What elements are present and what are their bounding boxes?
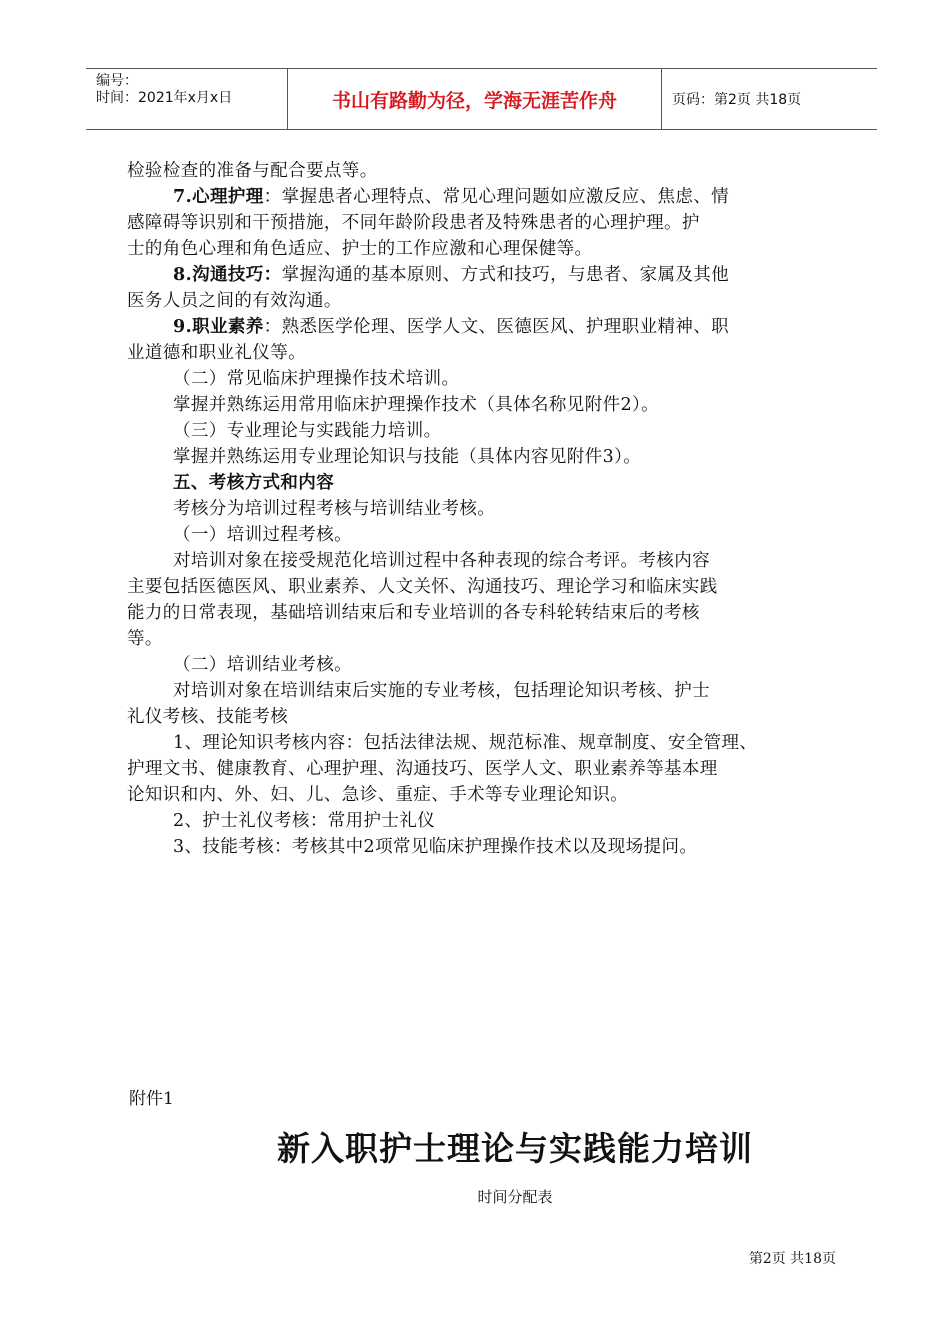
header-page-number: 页码：第2页 共18页 — [672, 92, 802, 108]
item-text: ：掌握患者心理特点、常见心理问题如应激反应、焦虑、情 — [263, 187, 730, 207]
text-line: （一）培训过程考核。 — [173, 525, 352, 545]
document-body — [127, 158, 847, 860]
attachment-label: 附件1 — [129, 1089, 174, 1109]
text-line: 2、护士礼仪考核：常用护士礼仪 — [173, 811, 436, 831]
text-line: 对培训对象在接受规范化培训过程中各种表现的综合考评。考核内容 — [173, 551, 710, 571]
text-line: （二）常见临床护理操作技术培训。 — [173, 369, 460, 389]
text-line: 1、理论知识考核内容：包括法律法规、规范标准、规章制度、安全管理、 — [173, 733, 758, 753]
text-line — [127, 262, 847, 288]
text-line: 主要包括医德医风、职业素养、人文关怀、沟通技巧、理论学习和临床实践 — [127, 577, 718, 597]
header-motto: 书山有路勤为径，学海无涯苦作舟 — [288, 69, 662, 129]
header-meta — [86, 69, 288, 129]
section-heading: 五、考核方式和内容 — [173, 473, 335, 493]
text-line: （三）专业理论与实践能力培训。 — [173, 421, 442, 441]
text-line: 对培训对象在培训结束后实施的专业考核，包括理论知识考核、护士 — [173, 681, 710, 701]
page-header — [86, 68, 877, 130]
text-line: 掌握并熟练运用专业理论知识与技能（具体内容见附件3）。 — [173, 447, 642, 467]
text-line: 掌握并熟练运用常用临床护理操作技术（具体名称见附件2）。 — [173, 395, 660, 415]
date-label: 时间：2021年x月x日 — [96, 90, 233, 106]
text-line: 等。 — [127, 629, 163, 649]
text-line: 考核分为培训过程考核与培训结业考核。 — [173, 499, 496, 519]
footer-page-number: 第2页 共18页 — [748, 1251, 836, 1267]
text-line: 礼仪考核、技能考核 — [127, 707, 289, 727]
text-line: 感障碍等识别和干预措施，不同年龄阶段患者及特殊患者的心理护理。护 — [127, 213, 700, 233]
text-line: 士的角色心理和角色适应、护士的工作应激和心理保健等。 — [127, 239, 593, 259]
serial-label: 编号： — [96, 73, 138, 89]
text-line: 业道德和职业礼仪等。 — [127, 343, 306, 363]
text-line: （二）培训结业考核。 — [173, 655, 352, 675]
text-line — [127, 314, 847, 340]
text-line: 检验检查的准备与配合要点等。 — [127, 161, 378, 181]
item-text: ：熟悉医学伦理、医学人文、医德医风、护理职业精神、职 — [263, 317, 730, 337]
text-line — [127, 184, 847, 210]
item-heading: 7.心理护理 — [173, 187, 264, 207]
text-line: 论知识和内、外、妇、儿、急诊、重症、手术等专业理论知识。 — [127, 785, 629, 805]
item-heading: 8.沟通技巧： — [173, 265, 282, 285]
text-line: 医务人员之间的有效沟通。 — [127, 291, 342, 311]
text-line: 能力的日常表现，基础培训结束后和专业培训的各专科轮转结束后的考核 — [127, 603, 700, 623]
item-text: 掌握沟通的基本原则、方式和技巧，与患者、家属及其他 — [281, 265, 730, 285]
text-line: 3、技能考核：考核其中2项常见临床护理操作技术以及现场提问。 — [173, 837, 698, 857]
attachment-title: 新入职护士理论与实践能力培训 — [277, 1129, 753, 1168]
item-heading: 9.职业素养 — [173, 317, 264, 337]
text-line: 护理文书、健康教育、心理护理、沟通技巧、医学人文、职业素养等基本理 — [127, 759, 718, 779]
attachment-subtitle: 时间分配表 — [477, 1188, 553, 1206]
